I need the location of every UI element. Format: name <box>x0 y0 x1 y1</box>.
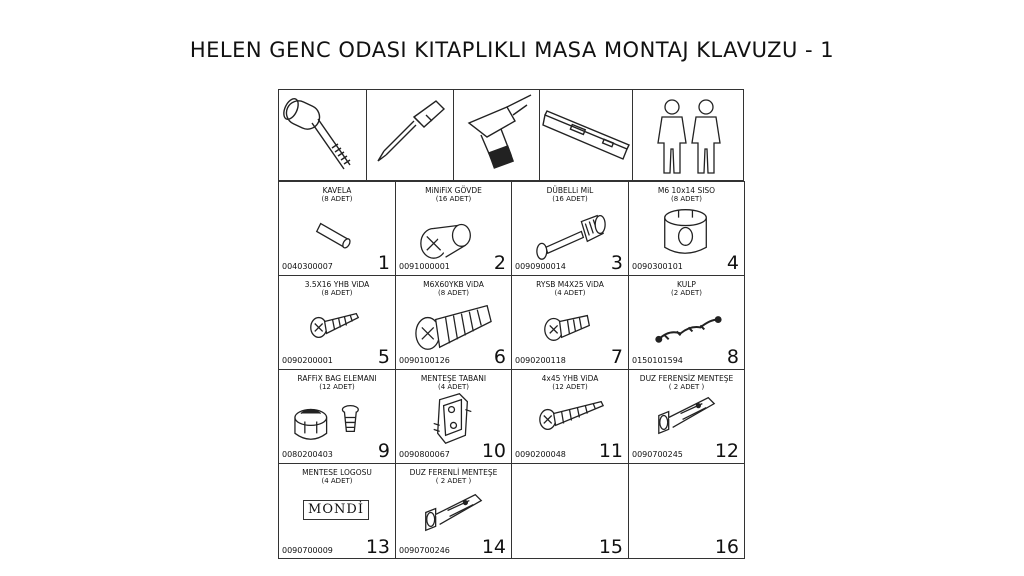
part-code: 0090200001 <box>282 356 333 365</box>
part-number: 13 <box>365 536 390 558</box>
part-number: 16 <box>714 536 739 558</box>
part-number: 14 <box>481 536 506 558</box>
part-number: 9 <box>377 440 390 462</box>
part-code: 0090100126 <box>399 356 450 365</box>
mallet-icon <box>282 93 362 177</box>
part-name: M6X60YKB ViDA <box>423 280 484 289</box>
part-cell-5 <box>279 275 396 369</box>
tool-cell-people <box>633 90 743 180</box>
part-code: 0090900014 <box>515 262 566 271</box>
part-code: 0091000001 <box>399 262 450 271</box>
part-quantity: (16 ADET) <box>552 195 588 203</box>
part-name: M6 10x14 SISO <box>657 186 716 195</box>
part-quantity: (8 ADET) <box>321 289 353 297</box>
spirit-level-icon <box>541 93 631 177</box>
part-code: 0090300101 <box>632 262 683 271</box>
part-number: 7 <box>610 346 623 368</box>
part-code: 0090200118 <box>515 356 566 365</box>
part-quantity: ( 2 ADET ) <box>435 477 472 485</box>
part-code: 0090700245 <box>632 450 683 459</box>
tool-cell-drill <box>454 90 540 180</box>
part-code: 0080200403 <box>282 450 333 459</box>
part-cell-10 <box>396 369 512 463</box>
part-quantity: (16 ADET) <box>435 195 472 203</box>
part-quantity: ( 2 ADET ) <box>668 383 705 391</box>
tool-cell-screwdriver <box>367 90 455 180</box>
part-quantity: (8 ADET) <box>670 195 703 203</box>
part-name: 4x45 YHB ViDA <box>541 374 599 383</box>
part-cell-2 <box>396 181 512 275</box>
part-quantity: (12 ADET) <box>319 383 355 391</box>
part-code: 0040300007 <box>282 262 333 271</box>
part-quantity: (2 ADET) <box>670 289 703 297</box>
part-number: 2 <box>493 252 506 274</box>
part-name: 3.5X16 YHB ViDA <box>304 280 370 289</box>
part-cell-12 <box>629 369 745 463</box>
part-quantity: (4 ADET) <box>554 289 586 297</box>
part-code: 0090200048 <box>515 450 566 459</box>
part-name: RYSB M4X25 ViDA <box>536 280 604 289</box>
part-cell-16 <box>629 463 745 559</box>
part-cell-13 <box>279 463 396 559</box>
part-number: 8 <box>726 346 739 368</box>
tool-cell-level <box>540 90 634 180</box>
part-cell-7 <box>512 275 629 369</box>
power-drill-icon <box>457 93 537 177</box>
part-code: 0090700009 <box>282 546 333 555</box>
part-cell-4 <box>629 181 745 275</box>
part-number: 3 <box>610 252 623 274</box>
part-quantity: (4 ADET) <box>321 477 353 485</box>
part-quantity: (8 ADET) <box>321 195 353 203</box>
part-number: 11 <box>598 440 623 462</box>
part-name: MiNiFiX GÖVDE <box>425 186 482 195</box>
part-number: 4 <box>726 252 739 274</box>
part-code: 0090800067 <box>399 450 450 459</box>
part-cell-9 <box>279 369 396 463</box>
tool-cell-mallet <box>279 90 367 180</box>
part-code: 0090700246 <box>399 546 450 555</box>
part-name: MENTEŞE TABANI <box>420 374 487 383</box>
part-name: DUZ FERENLİ MENTEŞE <box>409 468 498 477</box>
part-cell-11 <box>512 369 629 463</box>
part-name: DÜBELLi MiL <box>546 186 594 195</box>
part-name: RAFFiX BAG ELEMANI <box>297 374 377 383</box>
part-cell-14 <box>396 463 512 559</box>
part-name: MENTESE LOGOSU <box>302 468 372 477</box>
document-title: HELEN GENC ODASI KITAPLIKLI MASA MONTAJ KLAVUZU - 1 <box>189 38 835 62</box>
part-cell-15 <box>512 463 629 559</box>
part-name: KAVELA <box>322 186 352 195</box>
part-number: 10 <box>481 440 506 462</box>
tools-row <box>278 89 744 181</box>
parts-grid <box>278 181 744 559</box>
part-quantity: (4 ADET) <box>437 383 470 391</box>
two-people-icon <box>640 93 736 177</box>
part-number: 12 <box>714 440 739 462</box>
part-code: 0150101594 <box>632 356 683 365</box>
part-cell-8 <box>629 275 745 369</box>
part-cell-1 <box>279 181 396 275</box>
part-cell-3 <box>512 181 629 275</box>
part-cell-6 <box>396 275 512 369</box>
part-number: 15 <box>598 536 623 558</box>
logo-plate-icon: MONDİ <box>303 500 369 520</box>
part-quantity: (12 ADET) <box>552 383 588 391</box>
part-number: 5 <box>377 346 390 368</box>
part-quantity: (8 ADET) <box>437 289 470 297</box>
part-number: 1 <box>377 252 390 274</box>
screwdriver-icon <box>370 93 450 177</box>
part-name: KULP <box>677 280 696 289</box>
part-number: 6 <box>493 346 506 368</box>
part-name: DUZ FERENSİZ MENTEŞE <box>639 374 734 383</box>
